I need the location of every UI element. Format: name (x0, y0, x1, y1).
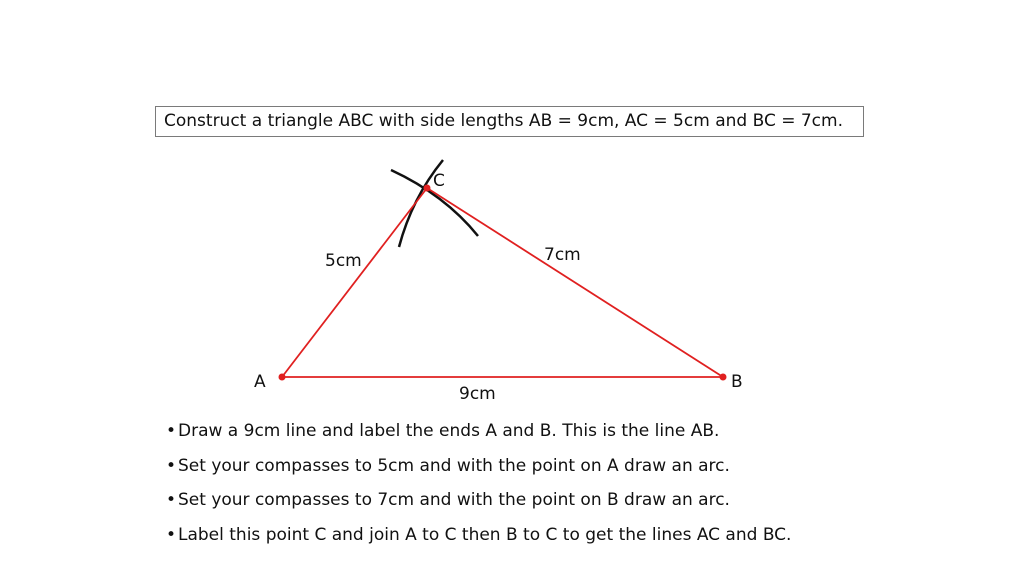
vertex-b-point (720, 374, 727, 381)
side-bc (427, 188, 723, 377)
instruction-list (166, 420, 791, 558)
list-item: • Draw a 9cm line and label the ends A and B. This is the line AB. (166, 421, 720, 441)
vertex-c-label: C (433, 171, 445, 191)
bullet-icon: • (166, 455, 177, 476)
list-item: • Label this point C and join A to C then B to C to get the lines AC and BC. (166, 524, 792, 545)
list-item: • Set your compasses to 7cm and with the point on B draw an arc. (166, 490, 730, 510)
vertex-c-point (424, 185, 431, 192)
task-statement: Construct a triangle ABC with side lengths AB = 9cm, AC = 5cm and BC = 7cm. (155, 106, 864, 137)
side-ab-label: 9cm (459, 384, 496, 404)
vertex-a-label: A (254, 372, 266, 392)
bullet-icon: • (166, 421, 177, 441)
side-ac (282, 188, 427, 377)
vertex-b-label: B (731, 372, 743, 392)
vertex-a-point (279, 374, 286, 381)
side-bc-label: 7cm (544, 245, 581, 265)
side-ac-label: 5cm (325, 251, 362, 271)
bullet-icon: • (166, 524, 177, 545)
bullet-icon: • (166, 490, 177, 510)
list-item: • Set your compasses to 5cm and with the point on A draw an arc. (166, 455, 730, 476)
